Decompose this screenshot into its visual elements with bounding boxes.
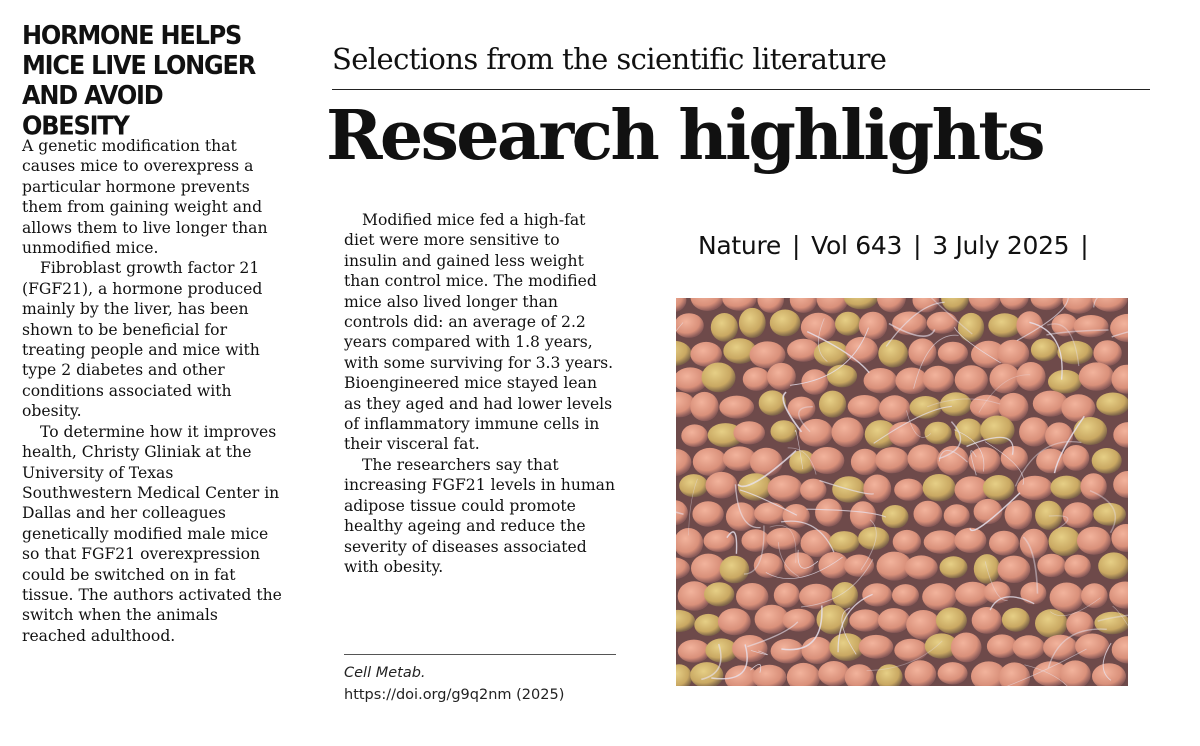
fat-cell [767, 363, 796, 390]
fat-cell [1002, 608, 1030, 632]
dateline-date: 3 July 2025 [932, 231, 1070, 260]
fat-cell [835, 312, 861, 336]
fat-cell [910, 396, 942, 419]
fat-cell [1013, 635, 1045, 659]
fat-cell [969, 447, 1001, 474]
fat-cell [863, 475, 891, 503]
fat-cell [1081, 583, 1108, 608]
fat-cell [851, 449, 879, 475]
fat-cell [922, 583, 957, 610]
fat-cell [1035, 609, 1068, 638]
fat-cell [998, 556, 1031, 583]
fat-cell [1077, 527, 1111, 555]
fat-cell [989, 531, 1019, 556]
fat-cell [974, 499, 1003, 524]
fat-cell [927, 312, 958, 334]
fat-cell [784, 552, 814, 577]
dateline-journal: Nature [698, 231, 781, 260]
fat-cell [711, 313, 738, 342]
reference-citation: https://doi.org/g9q2nm (2025) [344, 687, 565, 703]
reference [344, 662, 584, 706]
fat-cell [750, 448, 783, 477]
fat-cell [879, 395, 910, 422]
section-title: Research highlights [326, 96, 1043, 176]
fat-cell [997, 340, 1029, 368]
fat-cell [783, 609, 815, 632]
fat-cell [908, 444, 941, 472]
fat-cell [1037, 554, 1065, 577]
fat-cell [894, 639, 927, 662]
fat-cell [706, 472, 738, 499]
fat-cell [923, 366, 954, 393]
fat-cell [1050, 583, 1084, 613]
fat-cell [719, 396, 754, 419]
fat-cell [802, 637, 833, 664]
fat-cell [1093, 503, 1126, 526]
fat-cell [892, 584, 919, 606]
fat-cell [845, 337, 878, 363]
fat-cell [739, 308, 766, 338]
fat-cell [1075, 634, 1109, 659]
paragraph: A genetic modification that causes mice to overexpress a particular hormone prevents them from gaining weight and allows them to live longer than unmodified mice. [22, 137, 268, 258]
fat-cell [990, 364, 1021, 394]
fat-cell [1001, 446, 1028, 471]
fat-cell [1074, 315, 1109, 337]
fat-cell [878, 340, 908, 368]
fat-cell [692, 501, 723, 526]
fat-cell [849, 609, 881, 631]
fat-cell-micrograph [676, 298, 1128, 686]
dateline-volume: Vol 643 [811, 231, 903, 260]
reference-rule [344, 654, 616, 655]
fat-cell [940, 392, 972, 416]
fat-cell [718, 608, 751, 635]
fat-cell [951, 633, 982, 663]
reference-journal: Cell Metab. [344, 665, 426, 681]
fat-cell [988, 313, 1021, 337]
fat-cell [832, 417, 864, 447]
fat-cell [1080, 473, 1106, 500]
fat-cell [678, 640, 710, 663]
fat-cell [1092, 448, 1122, 474]
fat-cell [818, 661, 849, 686]
fat-cell [1005, 500, 1033, 529]
fat-cell [940, 556, 968, 578]
fat-cell [743, 367, 770, 391]
fat-cell [1063, 502, 1093, 528]
fat-cell [1031, 338, 1058, 361]
fat-cell [938, 342, 968, 365]
fat-cell [983, 475, 1015, 501]
fat-cell [1019, 417, 1049, 446]
fat-cell [1016, 362, 1045, 391]
fat-cell [783, 504, 810, 528]
fat-cell [936, 607, 967, 633]
fat-cell [774, 583, 800, 608]
fat-cell [850, 501, 876, 530]
dateline [698, 231, 1099, 260]
fat-cell [1017, 476, 1053, 500]
fat-cell [732, 635, 767, 662]
fat-cell [1066, 611, 1093, 637]
fat-cell [1063, 445, 1090, 471]
article-headline: HORMONE HELPS MICE LIVE LONGER AND AVOID OBESITY [22, 20, 256, 141]
fat-cell [736, 583, 768, 610]
fat-cell [799, 419, 833, 447]
fat-cell [1048, 370, 1082, 394]
fat-cell [832, 582, 858, 608]
fat-cell [771, 639, 804, 664]
fat-cell [987, 634, 1017, 658]
fat-cell [1074, 417, 1108, 445]
fat-cell [888, 422, 920, 447]
fat-cell [771, 420, 798, 442]
fat-cell [944, 504, 970, 527]
fat-cell [810, 447, 844, 474]
paragraph: Modified mice fed a high-fat diet were more sensitive to insulin and gained less weight than control mice. The modified mice also lived longer than controls did: an average of 2.2 years compared with 1.8 years, with some surviving for 3.3 years. Bioengineered mice stayed lean as they aged and had lower levels of inflammatory immune cells in their visceral fat. [344, 211, 614, 454]
fat-cell [742, 529, 770, 552]
fat-cell [819, 391, 846, 418]
fat-cell [1096, 393, 1128, 416]
fat-cell [704, 582, 734, 606]
fat-cell [768, 475, 803, 502]
fat-cell [799, 584, 833, 609]
fat-cell [1050, 476, 1082, 500]
dateline-separator: | [913, 231, 922, 260]
fat-cell [862, 583, 892, 606]
fat-cell [859, 312, 887, 340]
fat-cell [937, 446, 969, 476]
fat-cell [815, 499, 842, 527]
fat-cell [1049, 527, 1081, 556]
fat-cell [894, 479, 923, 501]
fat-cell [1093, 340, 1121, 366]
fat-cell [954, 528, 986, 553]
paragraph: To determine how it improves health, Christy Gliniak at the University of Texas Southwestern Medical Center in Dallas and her colleagues genetically modified male mice so that FGF21 overexpression could be switched on in fat tissue. The authors activated the switch when the animals reached adulthood. [22, 422, 282, 645]
fat-cell [848, 395, 882, 418]
paragraph: Fibroblast growth factor 21 (FGF21), a hormone produced mainly by the liver, has been shown to be beneficial for treating people and mice with type 2 diabetes and other conditions associated with obesity. [22, 259, 263, 421]
fat-cell [690, 392, 718, 421]
fat-cell [955, 365, 988, 394]
fat-cell [938, 662, 968, 684]
fat-cell [693, 448, 727, 476]
fat-cell [733, 421, 765, 444]
fat-cell [958, 313, 984, 342]
fat-cell [720, 556, 750, 584]
fat-cell [972, 607, 1002, 634]
fat-cell [681, 424, 708, 447]
fat-cell [1098, 552, 1128, 579]
fat-cell [827, 365, 857, 388]
fat-cell [694, 614, 722, 636]
fat-cell [923, 474, 956, 501]
dateline-separator: | [791, 231, 801, 260]
fat-cell [679, 474, 708, 497]
fat-cell [759, 390, 786, 415]
fat-cell [905, 555, 938, 579]
fat-cell [702, 363, 736, 393]
micrograph-image [676, 298, 1128, 686]
fat-cell [859, 635, 894, 659]
fat-cell [924, 530, 959, 553]
fat-cell [1020, 529, 1048, 559]
dateline-separator: | [1080, 231, 1089, 260]
fat-cell [1079, 362, 1114, 390]
fat-cell [770, 310, 801, 337]
paragraph: The researchers say that increasing FGF21 levels in human adipose tissue could promote healthy ageing and reduce the severity of diseases associated with obesity. [344, 455, 616, 576]
fat-cell [801, 369, 828, 394]
fat-cell [925, 422, 952, 445]
fat-cell [1020, 582, 1046, 604]
fat-cell [914, 501, 943, 527]
fat-cell [1045, 422, 1073, 449]
fat-cell [893, 530, 921, 554]
section-kicker: Selections from the scientific literature [332, 42, 887, 76]
top-rule [332, 89, 1150, 90]
fat-cell [878, 608, 910, 633]
article-column-mid [344, 210, 616, 577]
fat-cell [875, 447, 909, 473]
article-column-left [22, 136, 284, 646]
fat-cell [1064, 555, 1090, 578]
